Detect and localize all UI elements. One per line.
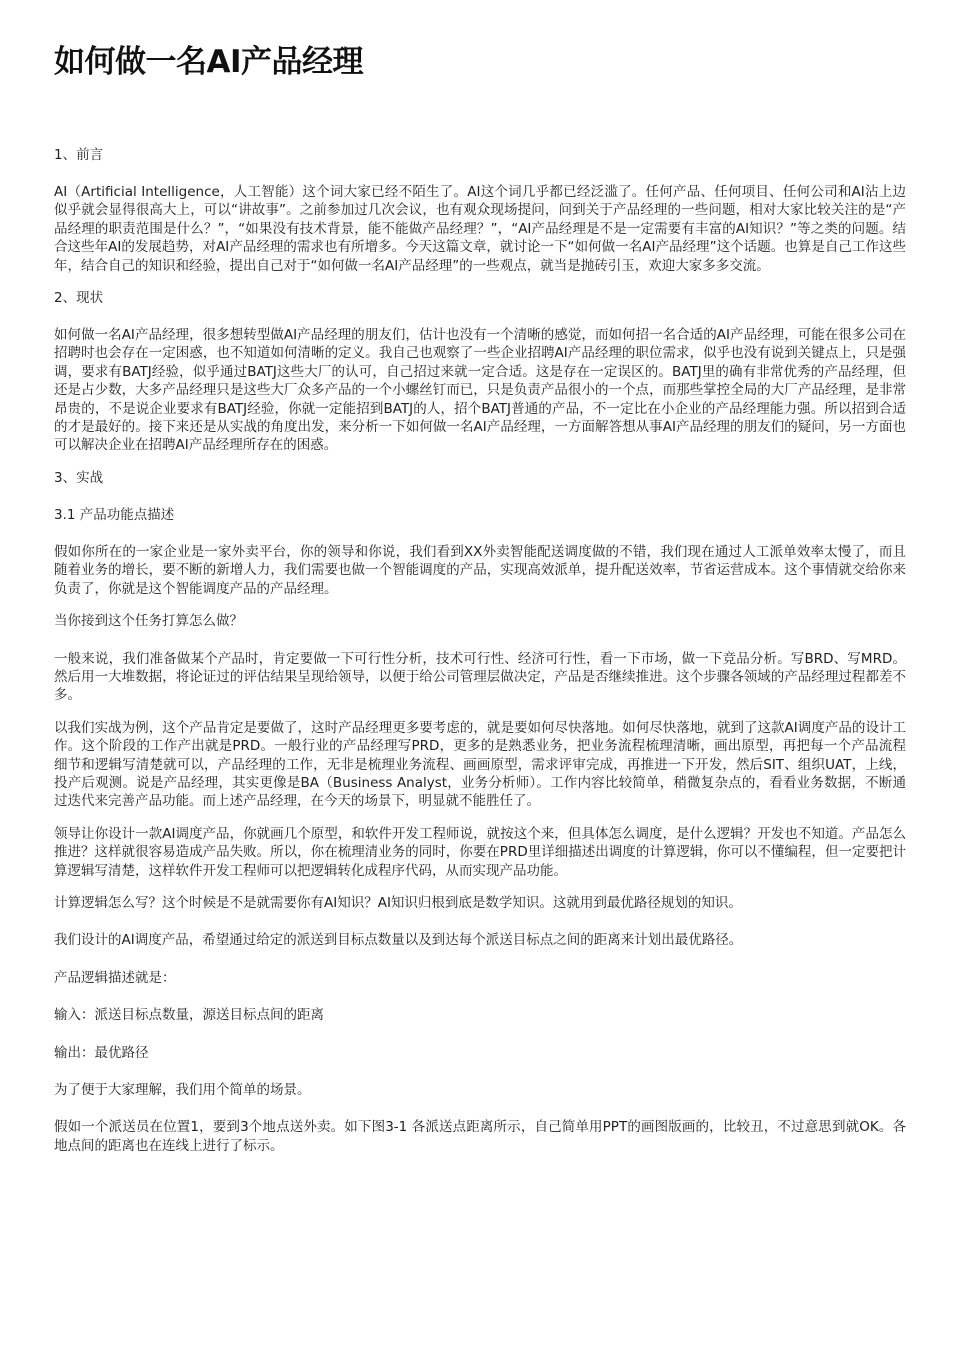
section-heading-status: 2、现状 (54, 290, 104, 307)
paragraph: 以我们实战为例，这个产品肯定是要做了，这时产品经理更多要考虑的，就是要如何尽快落地。如何尽快落地，就到了这款AI调度产品的设计工作。这个阶段的工作产出就是PRD。一般行业的产品经理写PRD，更多的是熟悉业务，把业务流程梳理清晰，画出原型，再把每一个产品流程细节和逻辑写清楚就可以，产品经理的工作，无非是梳理业务流程、画画原型，需求评审完成，再推进一下开发，然后SIT、组织UAT，上线，投产后观测。说是产品经理，其实更像是BA（Business Analyst，业务分析师）。工作内容比较简单，稍微复杂点的，看看业务数据，不断通过迭代来完善产品功能。而上述产品经理，在今天的场景下，明显就不能胜任了。 (54, 719, 906, 810)
paragraph: 领导让你设计一款AI调度产品，你就画几个原型，和软件开发工程师说，就按这个来，但具体怎么调度，是什么逻辑？开发也不知道。产品怎么推进？这样就很容易造成产品失败。所以，你在梳理清业务的同时，你要在PRD里详细描述出调度的计算逻辑，你可以不懂编程，但一定要把计算逻辑写清楚，这样软件开发工程师可以把逻辑转化成程序代码，从而实现产品功能。 (54, 825, 906, 879)
section-heading-practice: 3、实战 (54, 469, 104, 486)
paragraph: 计算逻辑怎么写？这个时候是不是就需要你有AI知识？AI知识归根到底是数学知识。这就用到最优路径规划的知识。 (54, 894, 742, 911)
paragraph: AI（Artificial Intelligence，人工智能）这个词大家已经不陌生了。AI这个词几乎都已经泛滥了。任何产品、任何项目、任何公司和AI沾上边似乎就会显得很高大上，可以“讲故事”。之前参加过几次会议，也有观众现场提问，问到关于产品经理的一些问题，相对大家比较关注的是“产品经理的职责范围是什么？”，“如果没有技术背景，能不能做产品经理？”，“AI产品经理是不是一定需要有丰富的AI知识？”等之类的问题。结合这些年AI的发展趋势，对AI产品经理的需求也有所增多。今天这篇文章，就讨论一下“如何做一名AI产品经理”这个话题。也算是自己工作这些年，结合自己的知识和经验，提出自己对于“如何做一名AI产品经理”的一些观点，就当是抛砖引玉，欢迎大家多多交流。 (54, 184, 906, 274)
paragraph: 输入：派送目标点数量，源送目标点间的距离 (54, 1007, 324, 1024)
page-title: 如何做一名AI产品经理 (54, 44, 364, 80)
paragraph: 为了便于大家理解，我们用个简单的场景。 (54, 1082, 311, 1098)
paragraph: 输出：最优路径 (54, 1044, 149, 1061)
subsection-heading-feature-description: 3.1 产品功能点描述 (54, 506, 175, 523)
paragraph: 一般来说，我们准备做某个产品时，肯定要做一下可行性分析，技术可行性、经济可行性，看一下市场，做一下竞品分析。写BRD、写MRD。然后用一大堆数据，将论证过的评估结果呈现给领导，以便于给公司管理层做决定，产品是否继续推进。这个步骤各领域的产品经理过程都差不多。 (54, 650, 906, 704)
document-page (54, 0, 906, 1169)
section-heading-preface: 1、前言 (54, 147, 104, 163)
paragraph: 当你接到这个任务打算怎么做？ (54, 613, 243, 630)
paragraph: 如何做一名AI产品经理，很多想转型做AI产品经理的朋友们，估计也没有一个清晰的感觉，而如何招一名合适的AI产品经理，可能在很多公司在招聘时也会存在一定困惑，也不知道如何清晰的定义。我自己也观察了一些企业招聘AI产品经理的职位需求，似乎也没有说到关键点上，只是强调，要求有BATJ经验，似乎通过BATJ这些大厂的认可，自己招过来就一定合适。这是存在一定误区的。BATJ里的确有非常优秀的产品经理，但还是占少数，大多产品经理只是这些大厂众多产品的一个小螺丝钉而已，只是负责产品很小的一个点，而那些掌控全局的大厂产品经理，是非常昂贵的，不是说企业要求有BATJ经验，你就一定能招到BATJ的人，招个BATJ普通的产品，不一定比在小企业的产品经理能力强。所以招到合适的才是最好的。接下来还是从实战的角度出发，来分析一下如何做一名AI产品经理，一方面解答想从事AI产品经理的朋友们的疑问，另一方面也可以解决企业在招聘AI产品经理所存在的困惑。 (54, 327, 906, 454)
paragraph: 假如一个派送员在位置1，要到3个地点送外卖。如下图3-1 各派送点距离所示，自己简单用PPT的画图版画的，比较丑，不过意思到就OK。各地点间的距离也在连线上进行了标示。 (54, 1119, 906, 1154)
paragraph: 假如你所在的一家企业是一家外卖平台，你的领导和你说，我们看到XX外卖智能配送调度做的不错，我们现在通过人工派单效率太慢了，而且随着业务的增长，要不断的新增人力，我们需要也做一个智能调度的产品，实现高效派单，提升配送效率，节省运营成本。这个事情就交给你来负责了，你就是这个智能调度产品的产品经理。 (54, 543, 906, 597)
article-body (54, 146, 906, 1155)
paragraph: 我们设计的AI调度产品，希望通过给定的派送到目标点数量以及到达每个派送目标点之间的距离来计划出最优路径。 (54, 932, 743, 949)
paragraph: 产品逻辑描述就是： (54, 969, 176, 986)
